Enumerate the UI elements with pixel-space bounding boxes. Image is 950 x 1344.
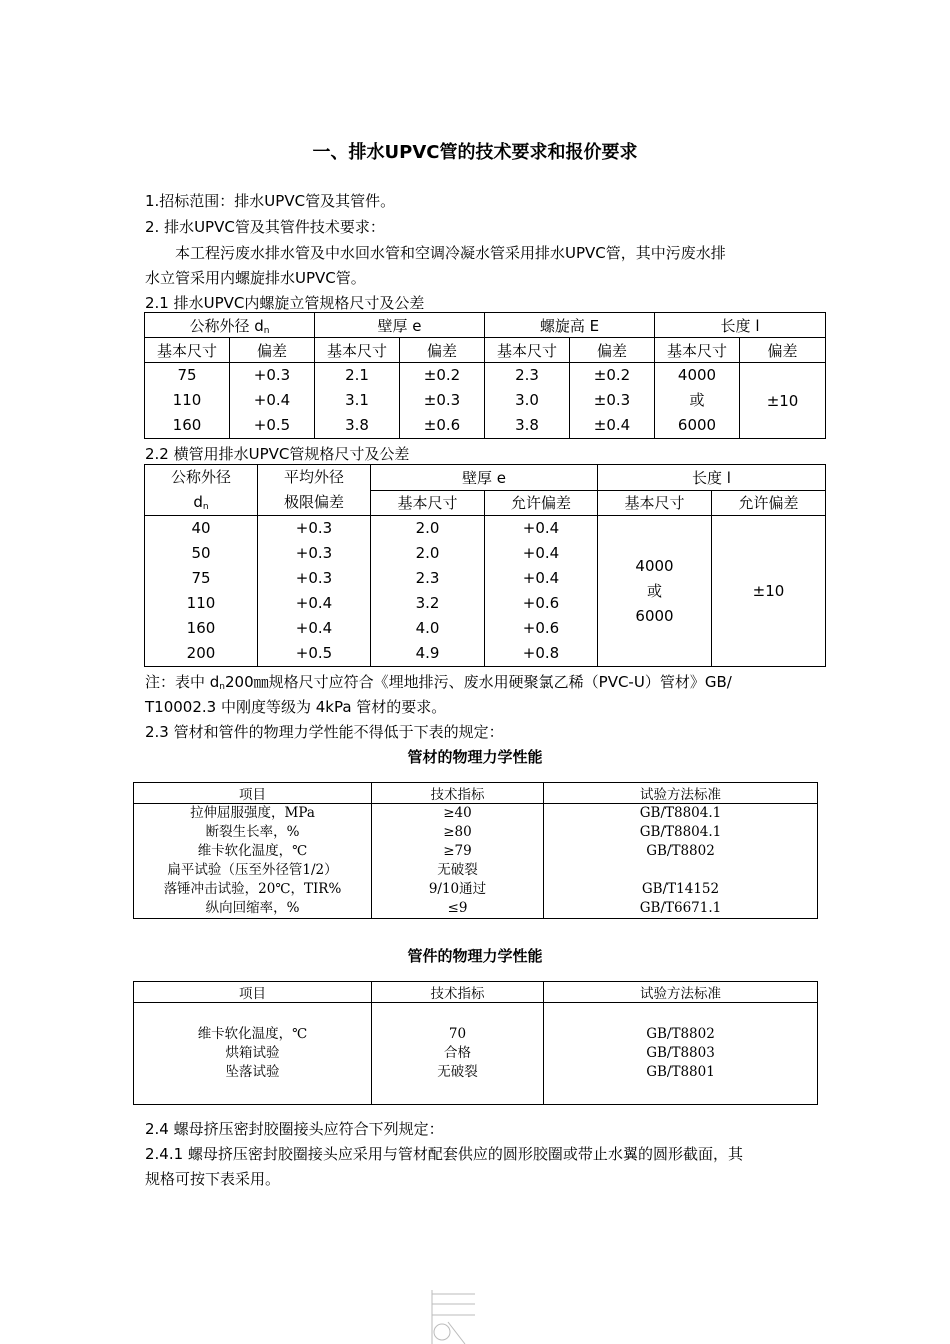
- header-spec: 技术指标: [372, 982, 544, 1003]
- header-avg: 平均外径 极限偏差: [258, 465, 371, 516]
- section-2-3-heading: 2.3 管材和管件的物理力学性能不得低于下表的规定：: [145, 723, 504, 741]
- subheader: 偏差: [570, 338, 655, 363]
- header-item: 项目: [134, 982, 372, 1003]
- length-dev-cell: ±10: [740, 363, 826, 439]
- header-length: 长度 l: [655, 313, 826, 338]
- header-length: 长度 l: [598, 465, 826, 491]
- section-2-2-heading: 2.2 横管用排水UPVC管规格尺寸及公差: [145, 445, 410, 463]
- note-line2: T10002.3 中刚度等级为 4kPa 管材的要求。: [145, 698, 447, 716]
- items-cell: 维卡软化温度，℃ 烘箱试验 坠落试验: [197, 1026, 308, 1080]
- subheader: 允许偏差: [712, 490, 826, 516]
- subheader: 偏差: [740, 338, 826, 363]
- intro-paragraph-line2: 水立管采用内螺旋排水UPVC管。: [145, 269, 366, 287]
- horizontal-pipe-spec-table: [144, 464, 826, 667]
- length-cell: 4000 或 6000: [598, 516, 712, 667]
- length-dev-cell: ±10: [712, 516, 826, 667]
- pipe-properties-table: [133, 782, 818, 919]
- subheader: 基本尺寸: [598, 490, 712, 516]
- header-od: 公称外径 $d_n$: [145, 465, 258, 516]
- fitting-properties-table: [133, 981, 818, 1105]
- header-spiral: 螺旋高 E: [485, 313, 655, 338]
- header-wall: 壁厚 e: [315, 313, 485, 338]
- methods-cell: GB/T8804.1 GB/T8804.1 GB/T8802 GB/T14152 GB/T6671.1: [544, 804, 818, 919]
- wall-dev-cell: ±0.2 ±0.3 ±0.6: [400, 363, 485, 439]
- tech-req-heading: 2. 排水UPVC管及其管件技术要求：: [145, 218, 385, 236]
- header-od: 公称外径 $d_n$: [145, 313, 315, 338]
- spiral-dev-cell: ±0.2 ±0.3 ±0.4: [570, 363, 655, 439]
- fitting-properties-caption: 管件的物理力学性能: [407, 947, 543, 965]
- subheader: 允许偏差: [485, 490, 598, 516]
- note-line1: 注：表中 $d_n200㎜$规格尺寸应符合《埋地排污、废水用硬聚氯乙稀（PVC-U）管材》GB/: [145, 673, 732, 692]
- section-2-4-heading: 2.4 螺母挤压密封胶圈接头应符合下列规定：: [145, 1120, 444, 1138]
- header-item: 项目: [134, 783, 372, 804]
- od-cell: 40 50 75 110 160 200: [145, 516, 258, 667]
- od-dev-cell: +0.3 +0.4 +0.5: [230, 363, 315, 439]
- subheader: 基本尺寸: [315, 338, 400, 363]
- spiral-pipe-spec-table: [144, 312, 826, 439]
- section-2-4-1-line2: 规格可按下表采用。: [145, 1170, 281, 1188]
- seal-ring-diagram-icon: [420, 1282, 490, 1344]
- wall-cell: 2.0 2.0 2.3 3.2 4.0 4.9: [371, 516, 485, 667]
- items-cell: 拉伸屈服强度，MPa 断裂生长率，% 维卡软化温度，℃ 扁平试验（压至外径管1/2） 落锤冲击试验，20℃，TIR% 纵向回缩率，%: [163, 805, 342, 916]
- subheader: 偏差: [400, 338, 485, 363]
- scope-paragraph: 1.招标范围：排水UPVC管及其管件。: [145, 192, 396, 210]
- od-cell: 75 110 160: [145, 363, 230, 439]
- intro-paragraph-line1: 本工程污废水排水管及中水回水管和空调冷凝水管采用排水UPVC管，其中污废水排: [175, 244, 726, 262]
- subheader: 偏差: [230, 338, 315, 363]
- header-spec: 技术指标: [372, 783, 544, 804]
- subheader: 基本尺寸: [371, 490, 485, 516]
- methods-cell: GB/T8802 GB/T8803 GB/T8801: [544, 1003, 818, 1105]
- length-cell: 4000 或 6000: [655, 363, 740, 439]
- subheader: 基本尺寸: [145, 338, 230, 363]
- section-2-4-1-line1: 2.4.1 螺母挤压密封胶圈接头应采用与管材配套供应的圆形胶圈或带止水翼的圆形截面，其: [145, 1145, 743, 1163]
- wall-cell: 2.1 3.1 3.8: [315, 363, 400, 439]
- spiral-cell: 2.3 3.0 3.8: [485, 363, 570, 439]
- subheader: 基本尺寸: [655, 338, 740, 363]
- header-wall: 壁厚 e: [371, 465, 598, 491]
- subheader: 基本尺寸: [485, 338, 570, 363]
- pipe-properties-caption: 管材的物理力学性能: [407, 748, 543, 766]
- page-title: 一、排水UPVC管的技术要求和报价要求: [312, 142, 638, 163]
- header-method: 试验方法标准: [544, 982, 818, 1003]
- header-method: 试验方法标准: [544, 783, 818, 804]
- avg-dev-cell: +0.3 +0.3 +0.3 +0.4 +0.4 +0.5: [258, 516, 371, 667]
- specs-cell: 70 合格 无破裂: [372, 1003, 544, 1105]
- wall-dev-cell: +0.4 +0.4 +0.4 +0.6 +0.6 +0.8: [485, 516, 598, 667]
- specs-cell: ≥40 ≥80 ≥79 无破裂 9/10通过 ≤9: [372, 804, 544, 919]
- section-2-1-heading: 2.1 排水UPVC内螺旋立管规格尺寸及公差: [145, 294, 425, 312]
